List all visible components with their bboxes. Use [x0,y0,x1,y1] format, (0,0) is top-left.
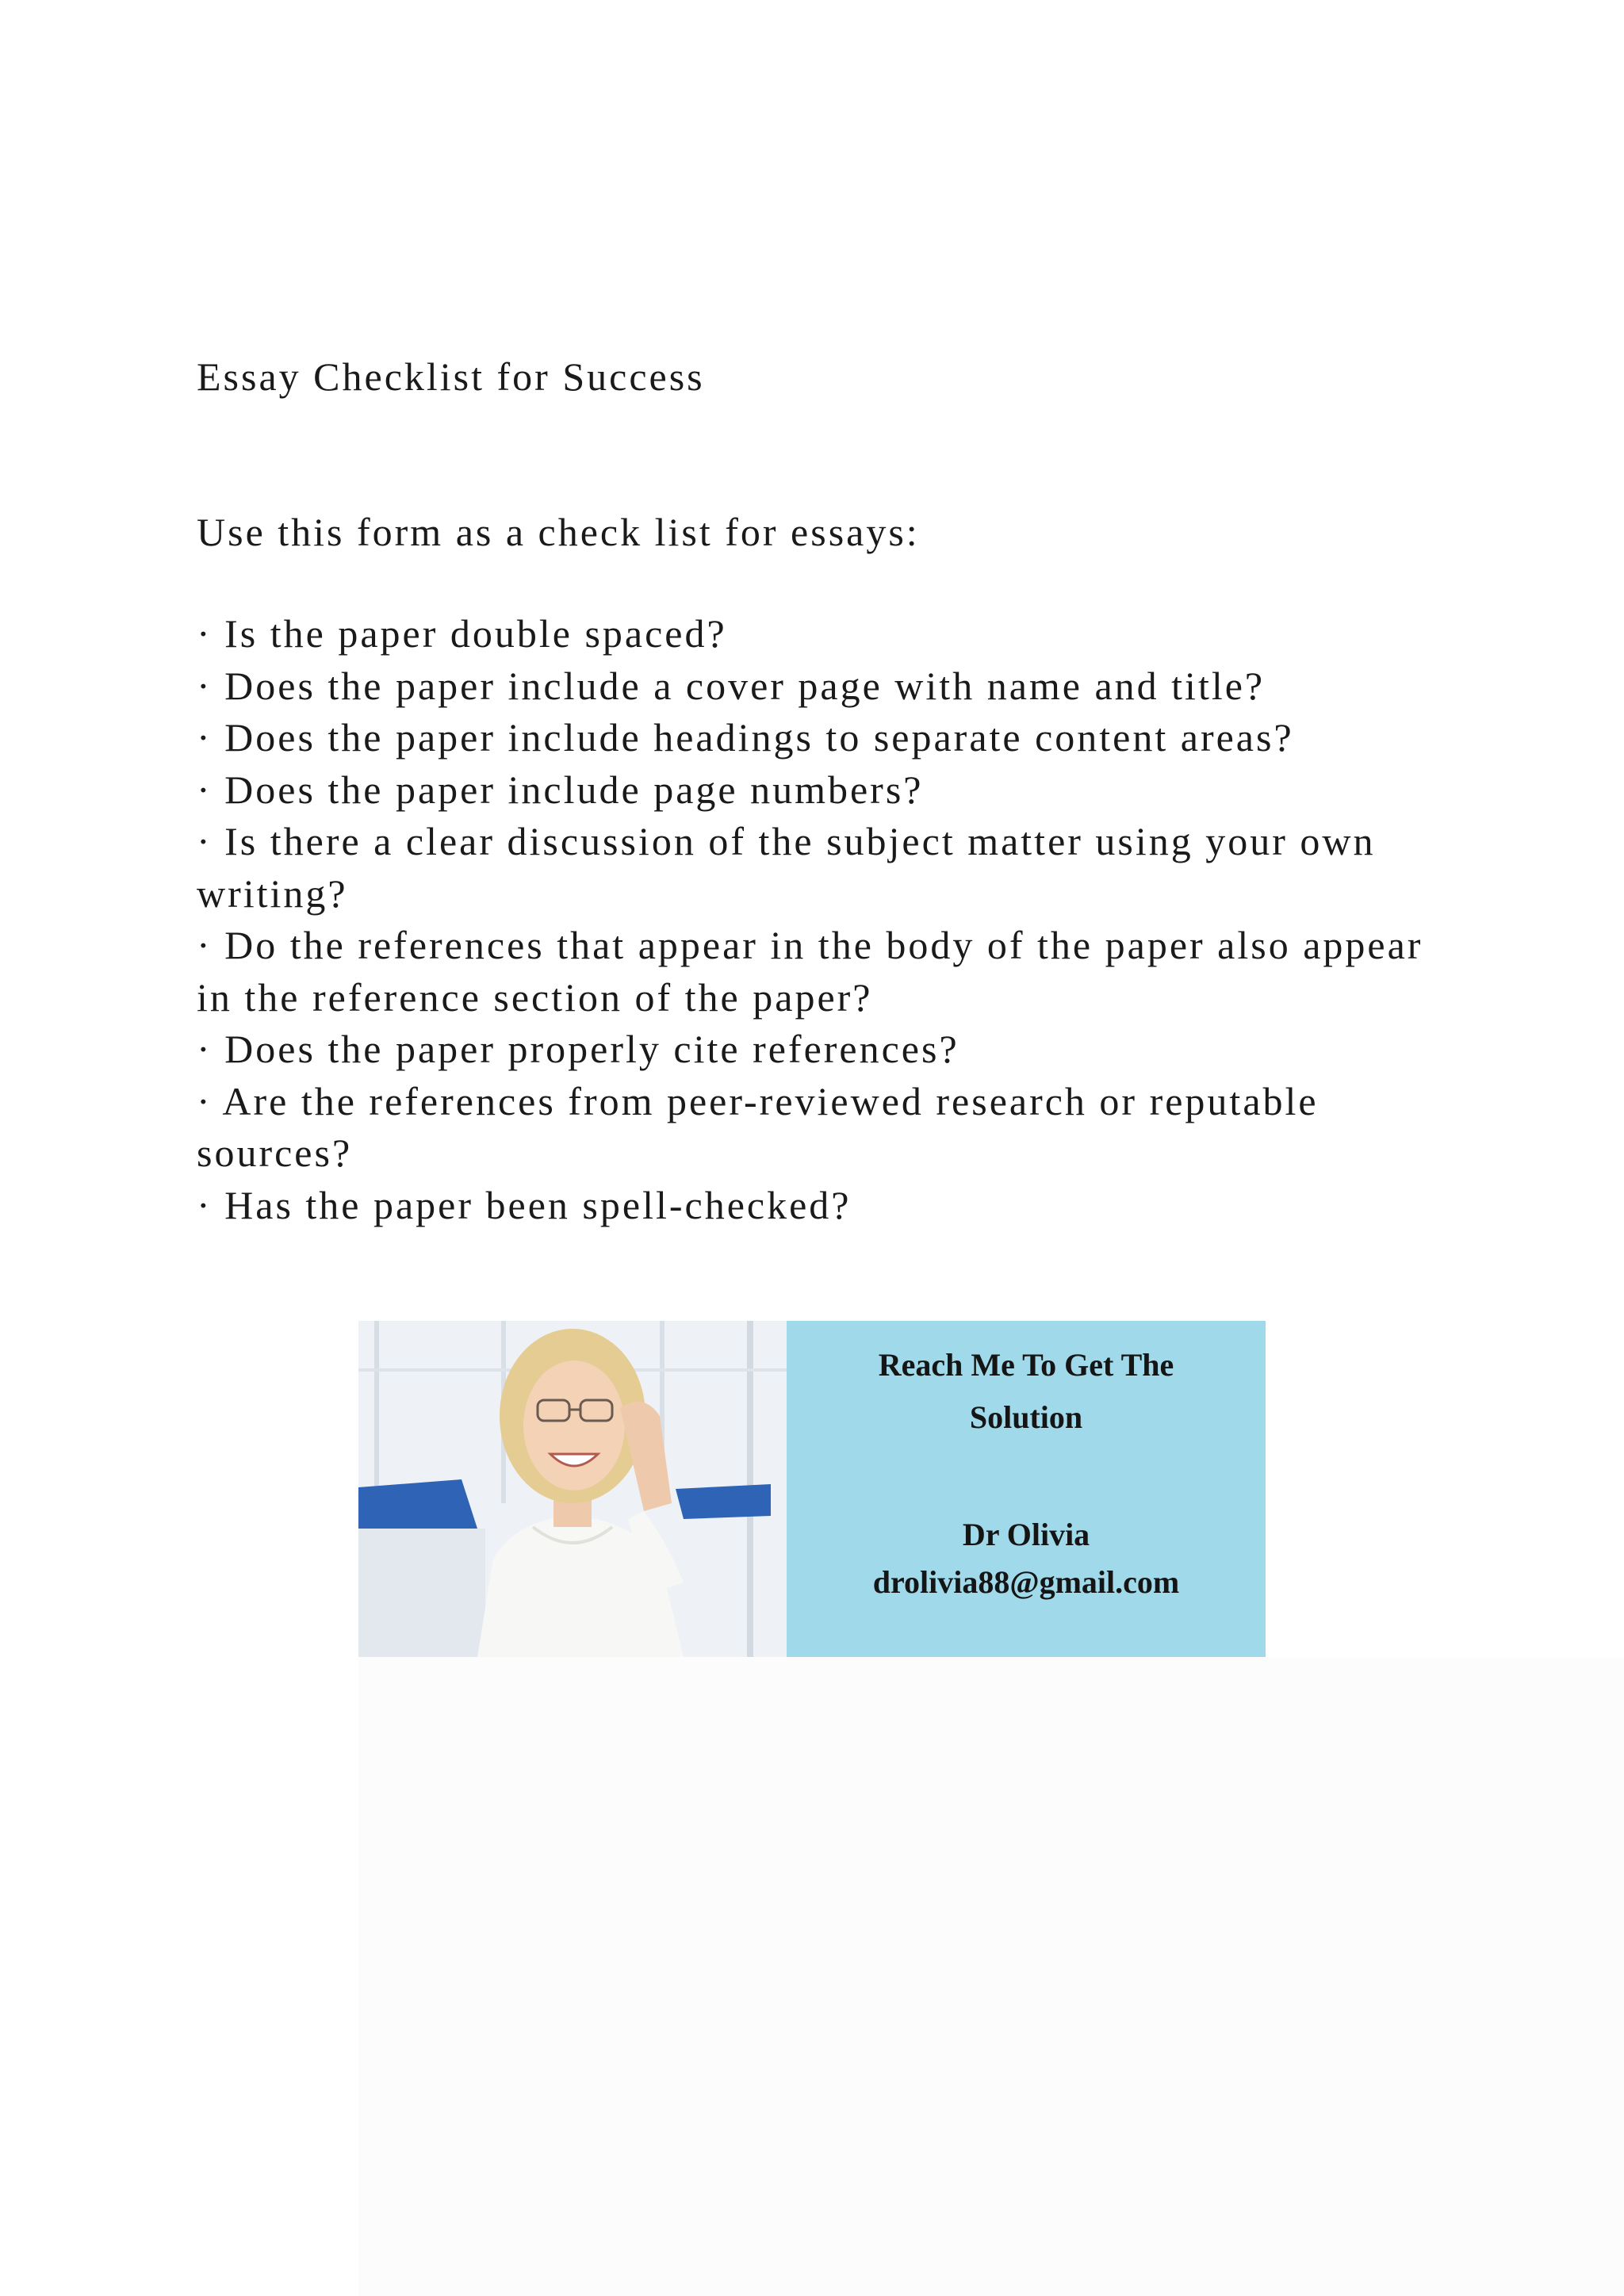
document-title: Essay Checklist for Success [197,354,705,399]
checklist-item: · Has the paper been spell-checked? [197,1182,852,1227]
checklist-item: · Are the references from peer-reviewed research or reputable sources? [197,1078,1319,1175]
intro-text: Use this form as a check list for essays: [197,510,920,554]
portrait-illustration [358,1321,787,1657]
woman-portrait-image [358,1321,787,1657]
checklist-item: · Does the paper include page numbers? [197,767,924,812]
essay-checklist [197,608,1434,1231]
checklist-item: · Is there a clear discussion of the subject matter using your own writing? [197,819,1376,916]
contact-info-panel [787,1321,1266,1657]
checklist-item: · Do the references that appear in the body of the paper also appear in the reference section of the paper? [197,923,1423,1020]
banner-heading-line1: Reach Me To Get The [878,1347,1174,1383]
contact-banner[interactable] [358,1321,1266,1657]
banner-heading-line2: Solution [969,1399,1083,1435]
checklist-item: · Does the paper include a cover page with name and title? [197,663,1266,708]
checklist-item: · Does the paper include headings to separate content areas? [197,715,1294,760]
contact-name: Dr Olivia [962,1517,1090,1552]
blank-area [358,1657,1624,2296]
contact-email[interactable]: drolivia88@gmail.com [872,1564,1180,1600]
checklist-item: · Is the paper double spaced? [197,611,727,656]
checklist-item: · Does the paper properly cite references? [197,1027,959,1071]
